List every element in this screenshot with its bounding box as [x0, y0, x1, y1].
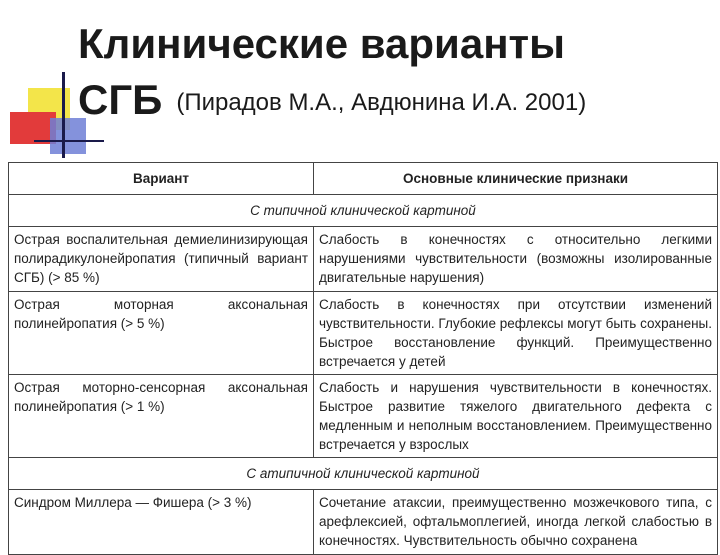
- table-header-row: [9, 163, 718, 195]
- header-variant: Вариант: [9, 163, 314, 195]
- slide-title-authors: (Пирадов М.А., Авдюнина И.А. 2001): [176, 89, 587, 116]
- variant-cell: Синдром Миллера — Фишера (> 3 %): [9, 490, 314, 555]
- slide-title-line2: [78, 74, 586, 126]
- signs-cell: Слабость в конечностях при отсутствии изменений чувствительности. Глубокие рефлексы могут быть сохранены. Быстрое восстановление функций. Преимущественно встречается у детей: [314, 292, 718, 375]
- decor-line-vertical: [62, 72, 65, 158]
- group-row-atypical: [9, 458, 718, 490]
- group-label-typical: С типичной клинической картиной: [9, 195, 718, 227]
- table-row: [9, 292, 718, 375]
- table-row: [9, 227, 718, 292]
- signs-cell: Слабость и нарушения чувствительности в конечностях. Быстрое развитие тяжелого двигательного дефекта с медленным и неполным восстановлением. Преимущественно встречается у взрослых: [314, 375, 718, 458]
- table-row: [9, 490, 718, 555]
- variant-cell: Острая моторно-сенсорная аксональная полинейропатия (> 1 %): [9, 375, 314, 458]
- signs-cell: Слабость в конечностях с относительно легкими нарушениями чувствительности (возможны изолированные двигательные нарушения): [314, 227, 718, 292]
- variant-cell: Острая моторная аксональная полинейропатия (> 5 %): [9, 292, 314, 375]
- group-row-typical: [9, 195, 718, 227]
- signs-cell: Сочетание атаксии, преимущественно мозжечкового типа, с арефлексией, офтальмоплегией, иногда легкой слабостью в конечностях. Чувствительность обычно сохранена: [314, 490, 718, 555]
- table-row: [9, 375, 718, 458]
- variants-table: [8, 162, 718, 555]
- decor-line-horizontal: [34, 140, 104, 142]
- slide-title: Клинические варианты: [78, 20, 565, 67]
- header-signs: Основные клинические признаки: [314, 163, 718, 195]
- group-label-atypical: С атипичной клинической картиной: [9, 458, 718, 490]
- variant-cell: Острая воспалительная демиелинизирующая полирадикулонейропатия (типичный вариант СГБ) (> 85 %): [9, 227, 314, 292]
- slide-title-abbr: СГБ: [78, 76, 163, 123]
